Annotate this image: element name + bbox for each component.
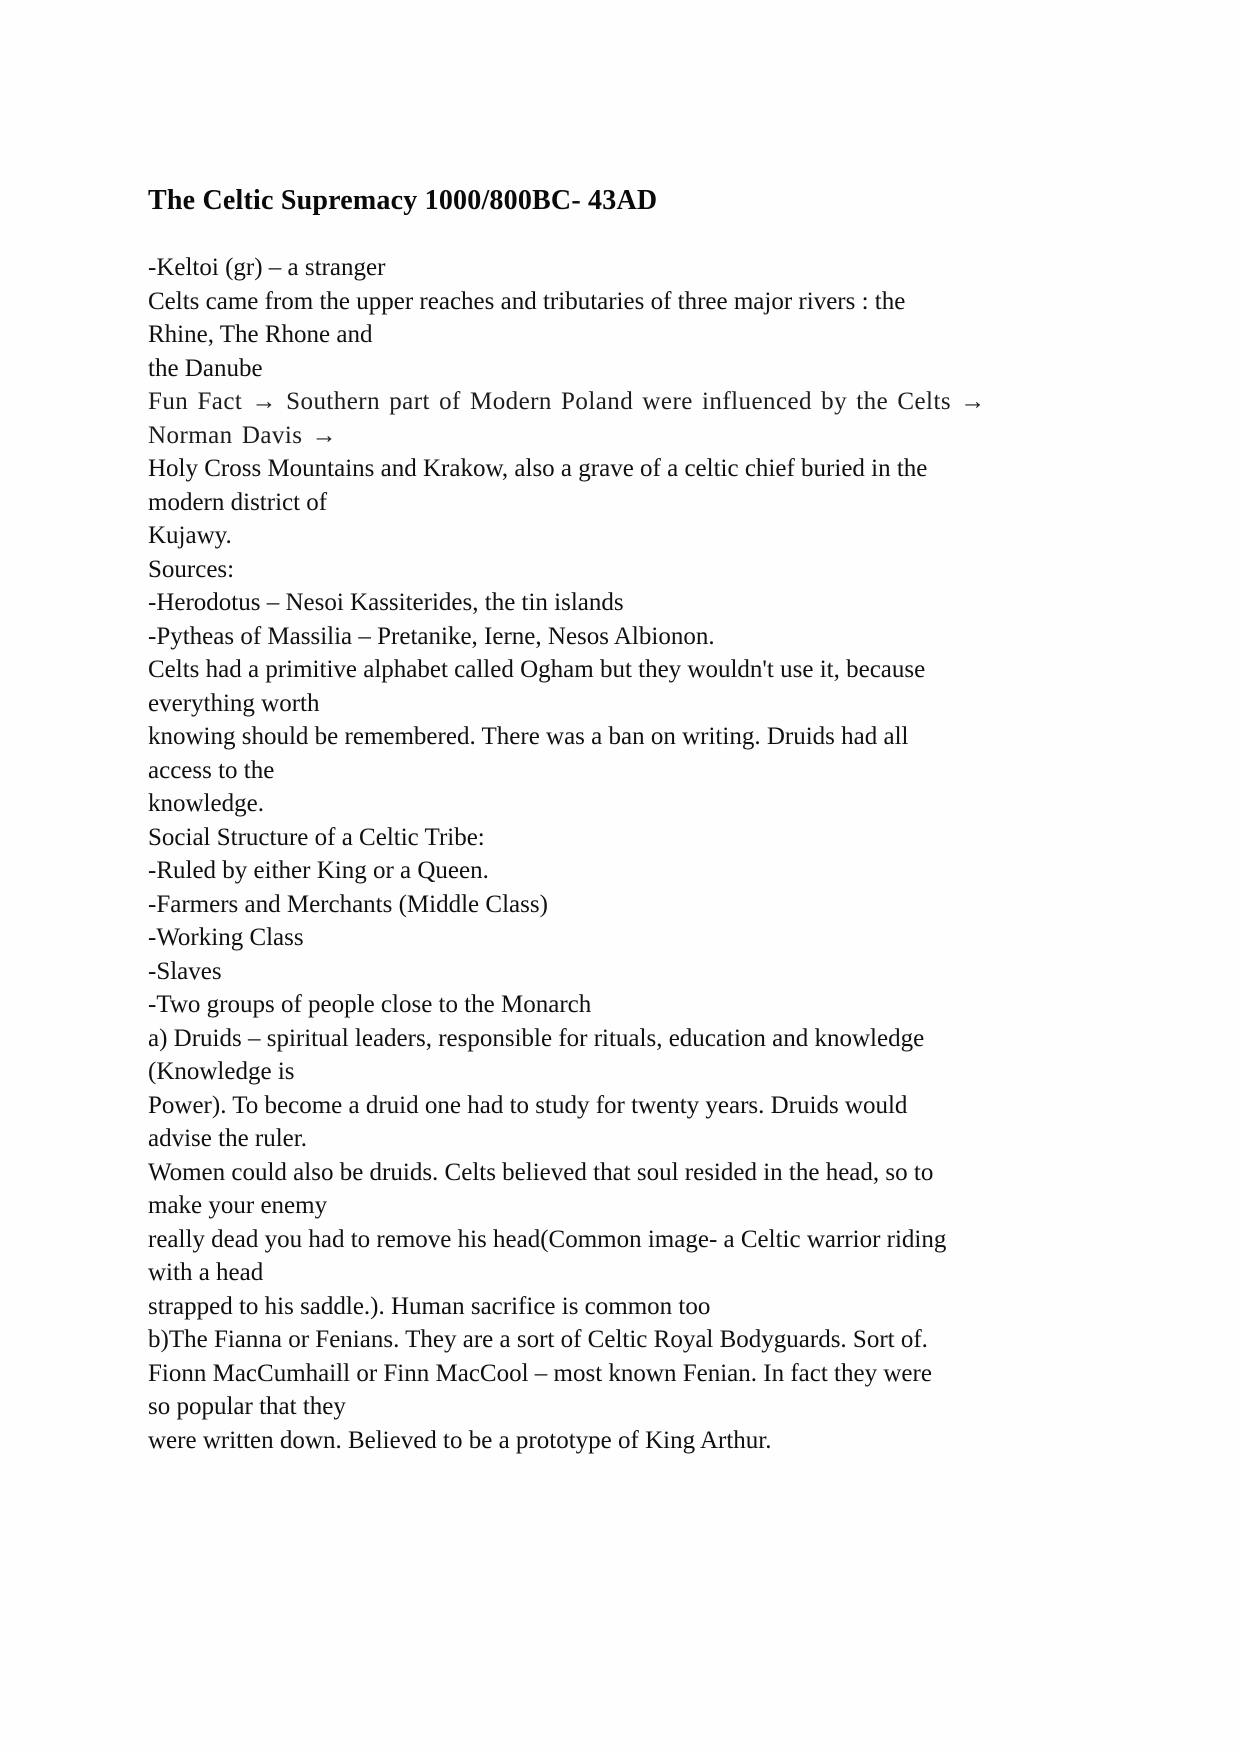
text-line: Rhine, The Rhone and — [148, 321, 373, 348]
text-line: Fionn MacCumhaill or Finn MacCool – most known Fenian. In fact they were — [148, 1359, 932, 1387]
text-line: advise the ruler. — [148, 1125, 307, 1152]
text-line: -Two groups of people close to the Monarch — [148, 991, 592, 1018]
text-line: Kujawy. — [148, 522, 232, 549]
text-line: a) Druids – spiritual leaders, responsible for rituals, education and knowledge — [148, 1024, 925, 1052]
text-line: -Ruled by either King or a Queen. — [148, 857, 489, 884]
text-line: -Pytheas of Massilia – Pretanike, Ierne, Nesos Albionon. — [148, 622, 715, 650]
text-line: -Farmers and Merchants (Middle Class) — [148, 890, 548, 918]
text-line: -Herodotus – Nesoi Kassiterides, the tin islands — [148, 589, 624, 616]
text-line: -Slaves — [148, 957, 222, 985]
text-line: Power). To become a druid one had to study for twenty years. Druids would — [148, 1091, 908, 1119]
text-line: make your enemy — [148, 1192, 328, 1219]
text-line: -Keltoi (gr) – a stranger — [148, 254, 386, 281]
text-line: knowledge. — [148, 790, 264, 817]
text-line: really dead you had to remove his head(Common image- a Celtic warrior riding — [148, 1225, 947, 1253]
text-line-sources-heading: Sources: — [148, 555, 235, 583]
text-line: were written down. Believed to be a prototype of King Arthur. — [148, 1426, 772, 1454]
text-line: (Knowledge is — [148, 1058, 295, 1085]
text-line: strapped to his saddle.). Human sacrifice is common too — [148, 1292, 711, 1320]
text-line: knowing should be remembered. There was a ban on writing. Druids had all — [148, 723, 909, 750]
document-content — [148, 184, 1158, 1457]
text-line: everything worth — [148, 689, 320, 717]
text-line: the Danube — [148, 354, 263, 382]
text-line-norman-davis: Norman Davis → — [148, 421, 338, 449]
text-line-fun-fact: Fun Fact → Southern part of Modern Poland were influenced by the Celts → — [148, 388, 986, 415]
text-line: Celts had a primitive alphabet called Ogham but they wouldn't use it, because — [148, 656, 926, 683]
text-line: Women could also be druids. Celts believed that soul resided in the head, so to — [148, 1158, 934, 1186]
text-line: modern district of — [148, 488, 328, 516]
text-line: Holy Cross Mountains and Krakow, also a grave of a celtic chief buried in the — [148, 455, 928, 482]
text-line: access to the — [148, 756, 275, 784]
text-line: so popular that they — [148, 1393, 346, 1420]
text-line: Celts came from the upper reaches and tributaries of three major rivers : the — [148, 287, 906, 315]
page-title: The Celtic Supremacy 1000/800BC- 43AD — [148, 185, 658, 216]
text-line-social-structure-heading: Social Structure of a Celtic Tribe: — [148, 823, 485, 851]
text-line: b)The Fianna or Fenians. They are a sort of Celtic Royal Bodyguards. Sort of. — [148, 1326, 928, 1353]
text-line: with a head — [148, 1259, 264, 1286]
text-line: -Working Class — [148, 924, 304, 951]
